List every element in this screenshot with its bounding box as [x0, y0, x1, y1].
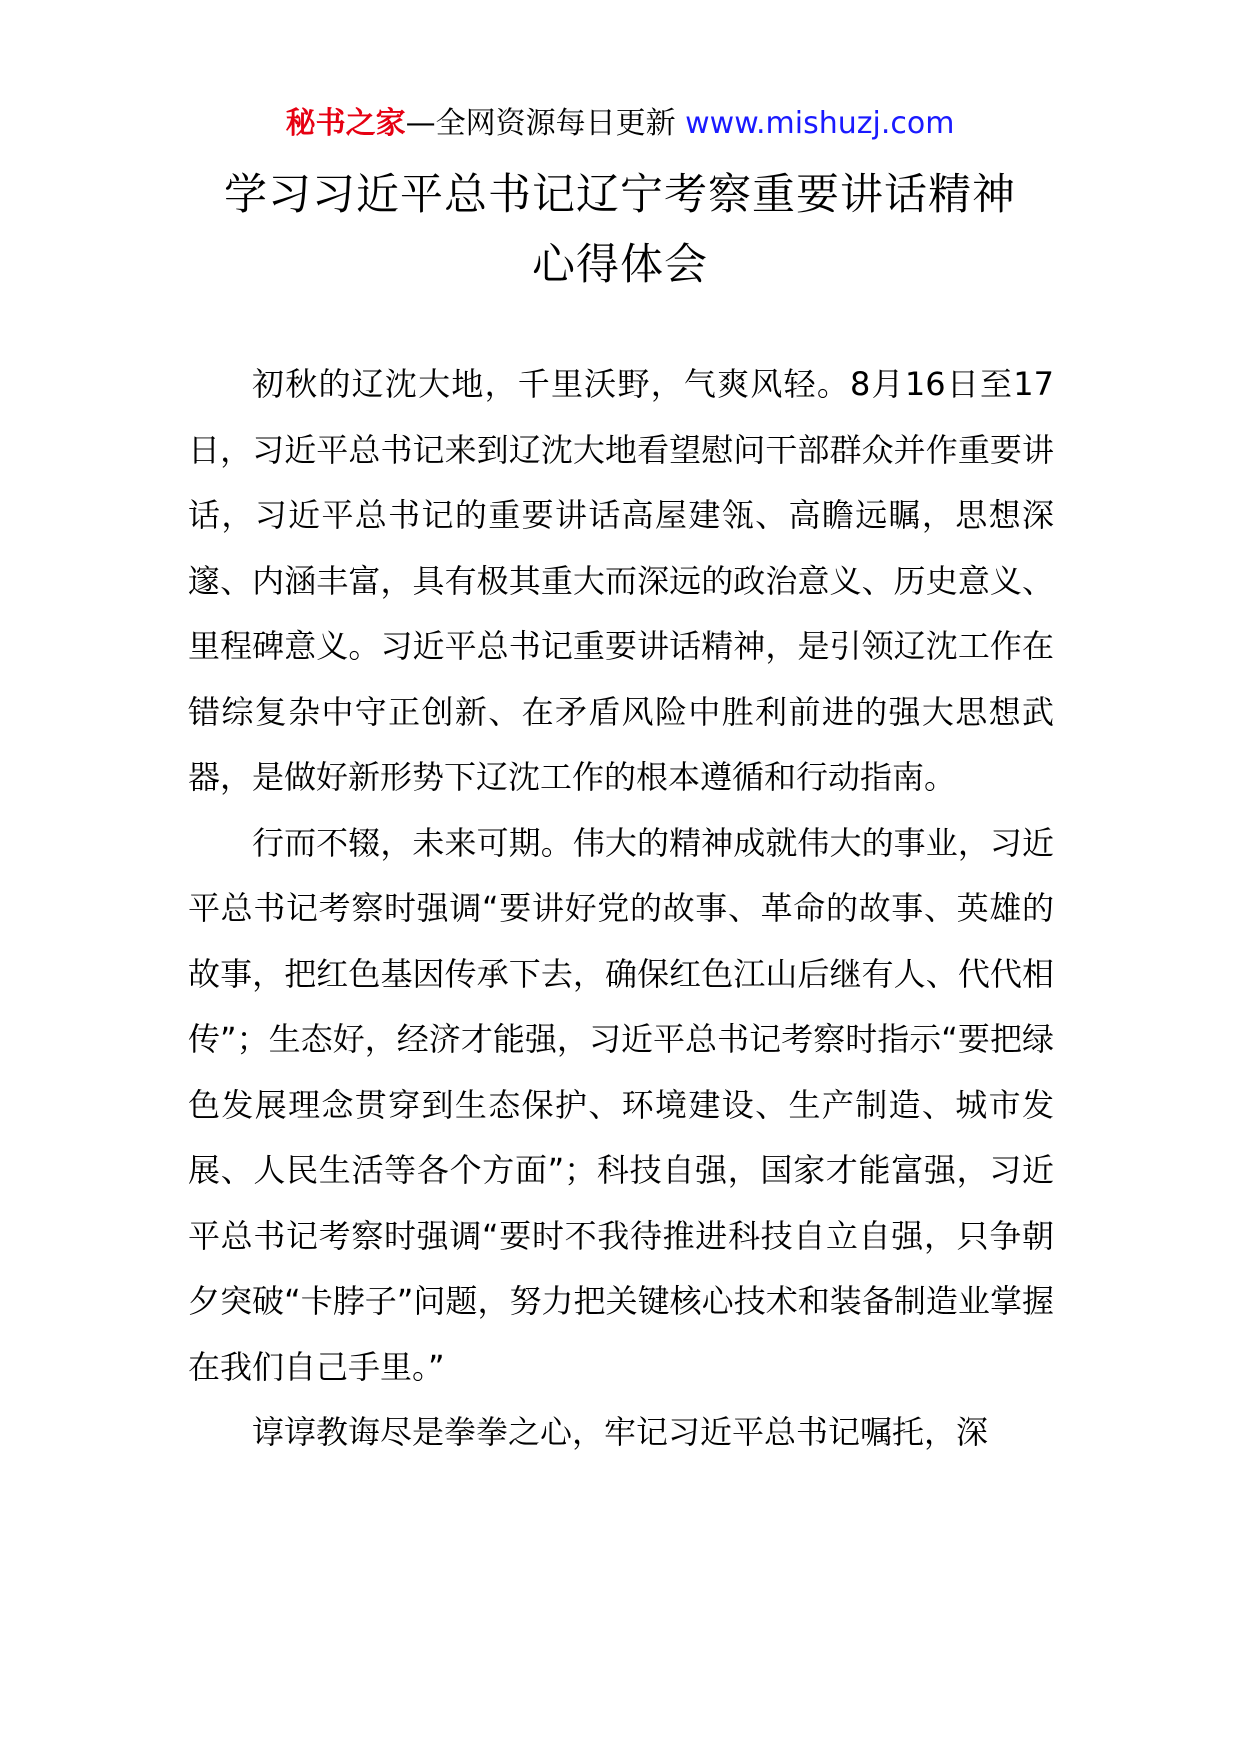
paragraph-1: 初秋的辽沈大地，千里沃野，气爽风轻。8月16日至17日，习近平总书记来到辽沈大地看望慰问干部群众并作重要讲话，习近平总书记的重要讲话高屋建瓴、高瞻远瞩，思想深邃、内涵丰富，具有极其重大而深远的政治意义、历史意义、里程碑意义。习近平总书记重要讲话精神，是引领辽沈工作在错综复杂中守正创新、在矛盾风险中胜利前进的强大思想武器，是做好新形势下辽沈工作的根本遵循和行动指南。 — [188, 365, 1054, 796]
title-line-2: 心得体会 — [532, 240, 708, 290]
brand-name: 秘书之家 — [285, 106, 406, 141]
site-header — [0, 100, 1240, 148]
paragraph-2: 行而不辍，未来可期。伟大的精神成就伟大的事业，习近平总书记考察时强调“要讲好党的故事、革命的故事、英雄的故事，把红色基因传承下去，确保红色江山后继有人、代代相传”；生态好，经济才能强，习近平总书记考察时指示“要把绿色发展理念贯穿到生态保护、环境建设、生产制造、城市发展、人民生活等各个方面”；科技自强，国家才能富强，习近平总书记考察时强调“要时不我待推进科技自立自强，只争朝夕突破“卡脖子”问题，努力把关键核心技术和装备制造业掌握在我们自己手里。” — [188, 823, 1054, 1386]
header-slogan: —全网资源每日更新 — [405, 106, 676, 141]
site-url-link[interactable]: www.mishuzj.com — [685, 106, 955, 141]
document-body — [188, 352, 1054, 1466]
document-title — [150, 160, 1090, 300]
title-line-1: 学习习近平总书记辽宁考察重要讲话精神 — [224, 170, 1016, 220]
paragraph-3: 谆谆教诲尽是拳拳之心，牢记习近平总书记嘱托，深 — [252, 1413, 989, 1451]
